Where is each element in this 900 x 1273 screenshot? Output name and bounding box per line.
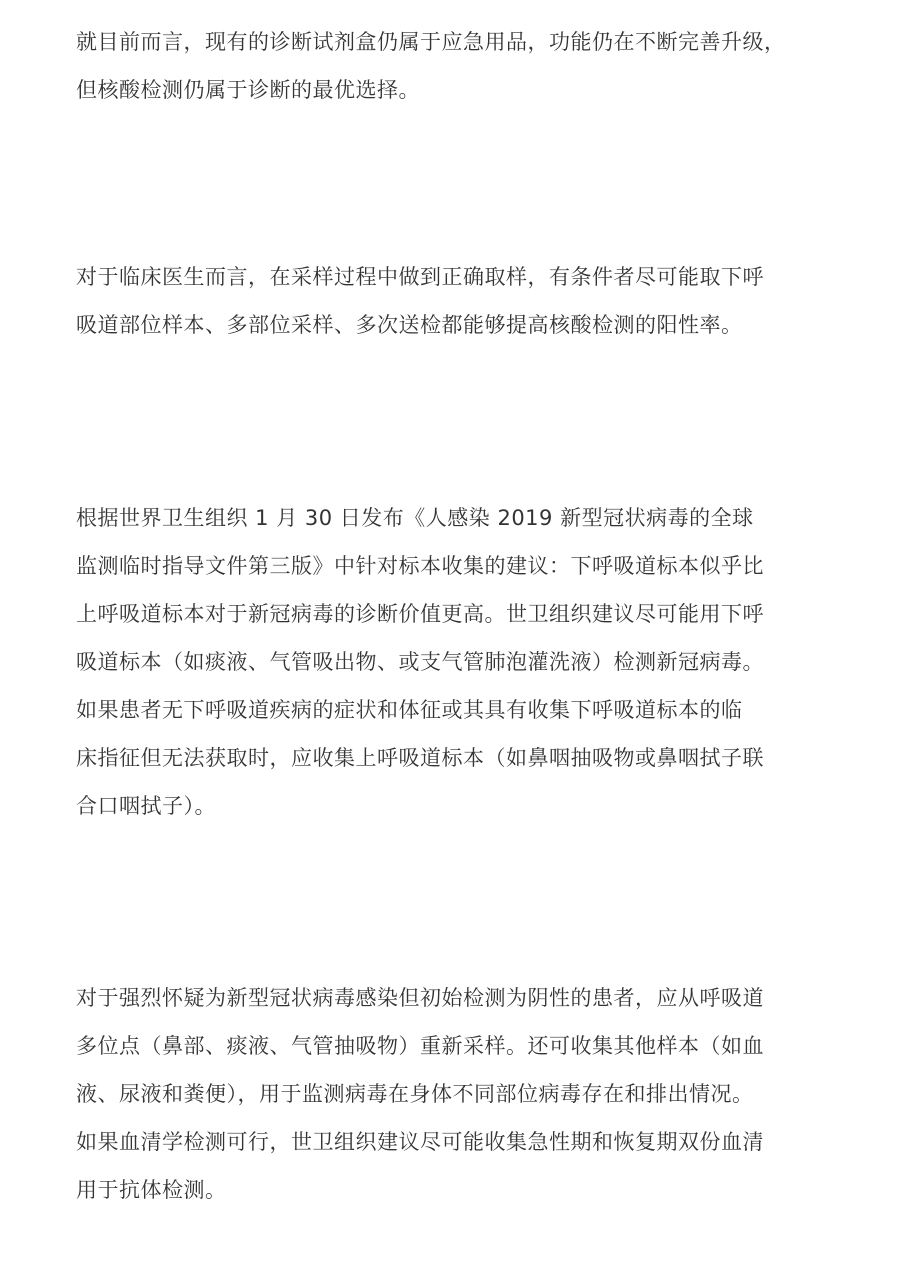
paragraph-line: 对于强烈怀疑为新型冠状病毒感染但初始检测为阴性的患者，应从呼吸道	[76, 986, 764, 1010]
paragraph-line: 吸道部位样本、多部位采样、多次送检都能够提高核酸检测的阳性率。	[76, 313, 743, 337]
paragraph-who-guidance	[76, 494, 836, 830]
paragraph-line: 监测临时指导文件第三版》中针对标本收集的建议：下呼吸道标本似乎比	[76, 554, 764, 578]
paragraph-line: 根据世界卫生组织 1 月 30 日发布《人感染 2019 新型冠状病毒的全球	[76, 506, 754, 530]
paragraph-diagnostic-kits	[76, 18, 836, 114]
paragraph-clinical-sampling	[76, 253, 836, 349]
paragraph-line: 吸道标本（如痰液、气管吸出物、或支气管肺泡灌洗液）检测新冠病毒。	[76, 650, 764, 674]
paragraph-line: 但核酸检测仍属于诊断的最优选择。	[76, 78, 420, 102]
paragraph-line: 如果患者无下呼吸道疾病的症状和体征或其具有收集下呼吸道标本的临	[76, 698, 743, 722]
paragraph-line: 合口咽拭子）。	[76, 794, 216, 818]
paragraph-line: 就目前而言，现有的诊断试剂盒仍属于应急用品，功能仍在不断完善升级，	[76, 30, 786, 54]
paragraph-resampling	[76, 974, 836, 1214]
paragraph-line: 上呼吸道标本对于新冠病毒的诊断价值更高。世卫组织建议尽可能用下呼	[76, 602, 764, 626]
paragraph-line: 如果血清学检测可行，世卫组织建议尽可能收集急性期和恢复期双份血清	[76, 1130, 764, 1154]
paragraph-line: 对于临床医生而言，在采样过程中做到正确取样，有条件者尽可能取下呼	[76, 265, 764, 289]
paragraph-line: 多位点（鼻部、痰液、气管抽吸物）重新采样。还可收集其他样本（如血	[76, 1034, 764, 1058]
paragraph-line: 液、尿液和粪便），用于监测病毒在身体不同部位病毒存在和排出情况。	[76, 1082, 754, 1106]
paragraph-line: 用于抗体检测。	[76, 1178, 227, 1202]
paragraph-line: 床指征但无法获取时，应收集上呼吸道标本（如鼻咽抽吸物或鼻咽拭子联	[76, 746, 764, 770]
